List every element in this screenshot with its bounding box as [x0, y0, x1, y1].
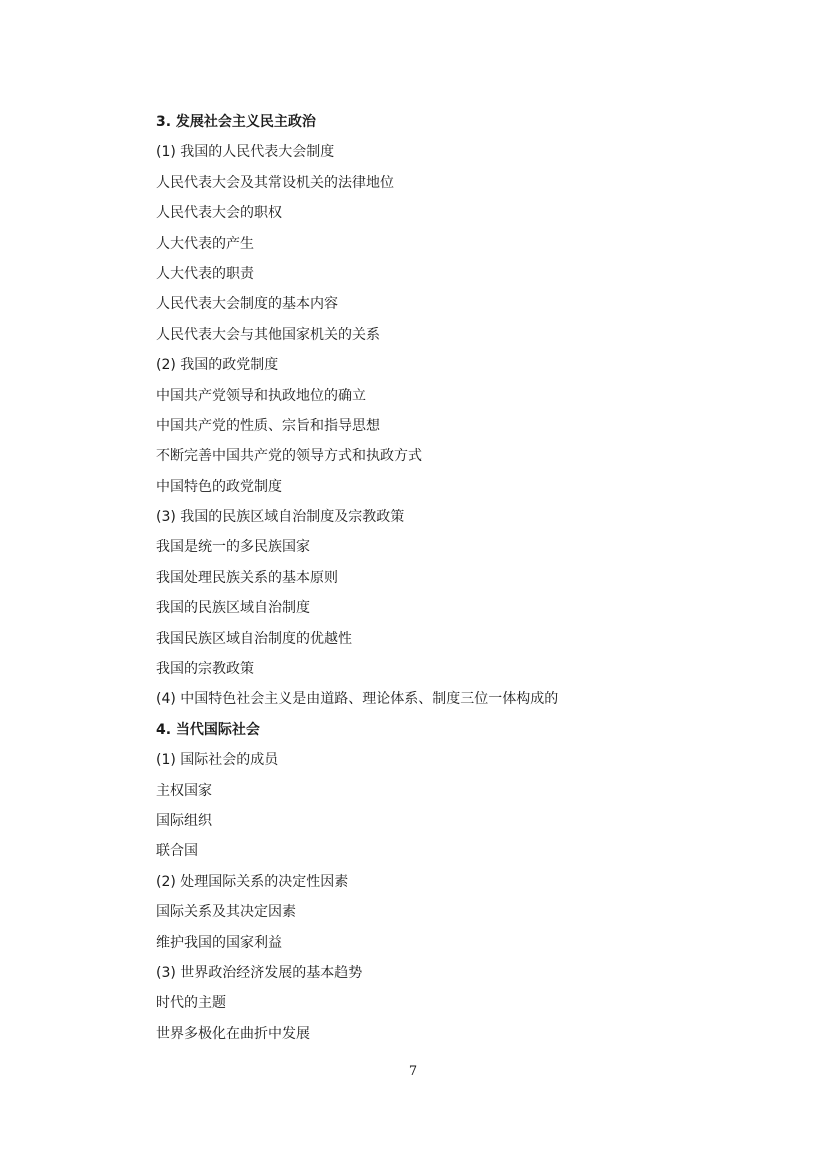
- outline-item: 我国民族区域自治制度的优越性: [156, 630, 352, 647]
- outline-item: 世界多极化在曲折中发展: [156, 1025, 310, 1042]
- outline-item: (1) 国际社会的成员: [156, 752, 279, 769]
- outline-item: 人民代表大会及其常设机关的法律地位: [156, 174, 394, 191]
- outline-item: (3) 世界政治经济发展的基本趋势: [156, 964, 363, 981]
- outline-item: 我国的民族区域自治制度: [156, 600, 310, 617]
- page-number: 7: [408, 1064, 418, 1079]
- section-heading: 3. 发展社会主义民主政治: [156, 114, 316, 130]
- outline-item: 我国是统一的多民族国家: [156, 539, 310, 556]
- outline-list: [156, 107, 776, 1049]
- outline-item: 联合国: [156, 843, 198, 860]
- outline-item: 人大代表的产生: [156, 235, 254, 252]
- outline-item: 我国处理民族关系的基本原则: [156, 569, 338, 586]
- outline-item: 人大代表的职责: [156, 265, 254, 282]
- outline-item: 维护我国的国家利益: [156, 934, 282, 951]
- outline-item: (1) 我国的人民代表大会制度: [156, 144, 335, 161]
- outline-item: 中国特色的政党制度: [156, 478, 282, 495]
- outline-item: 中国共产党领导和执政地位的确立: [156, 387, 366, 404]
- outline-item: 人民代表大会与其他国家机关的关系: [156, 326, 380, 343]
- outline-item: 我国的宗教政策: [156, 661, 254, 678]
- outline-item: 国际关系及其决定因素: [156, 904, 296, 921]
- outline-item: 人民代表大会制度的基本内容: [156, 296, 338, 313]
- outline-item: 国际组织: [156, 812, 212, 829]
- outline-item: 时代的主题: [156, 995, 226, 1012]
- section-heading: 4. 当代国际社会: [156, 721, 260, 738]
- outline-item: (4) 中国特色社会主义是由道路、理论体系、制度三位一体构成的: [156, 691, 559, 708]
- outline-item: 人民代表大会的职权: [156, 205, 282, 222]
- outline-item: 中国共产党的性质、宗旨和指导思想: [156, 417, 380, 434]
- outline-item: (2) 处理国际关系的决定性因素: [156, 873, 349, 890]
- outline-item: (3) 我国的民族区域自治制度及宗教政策: [156, 509, 405, 526]
- outline-item: (2) 我国的政党制度: [156, 357, 279, 374]
- outline-item: 不断完善中国共产党的领导方式和执政方式: [156, 448, 422, 465]
- outline-item: 主权国家: [156, 782, 212, 799]
